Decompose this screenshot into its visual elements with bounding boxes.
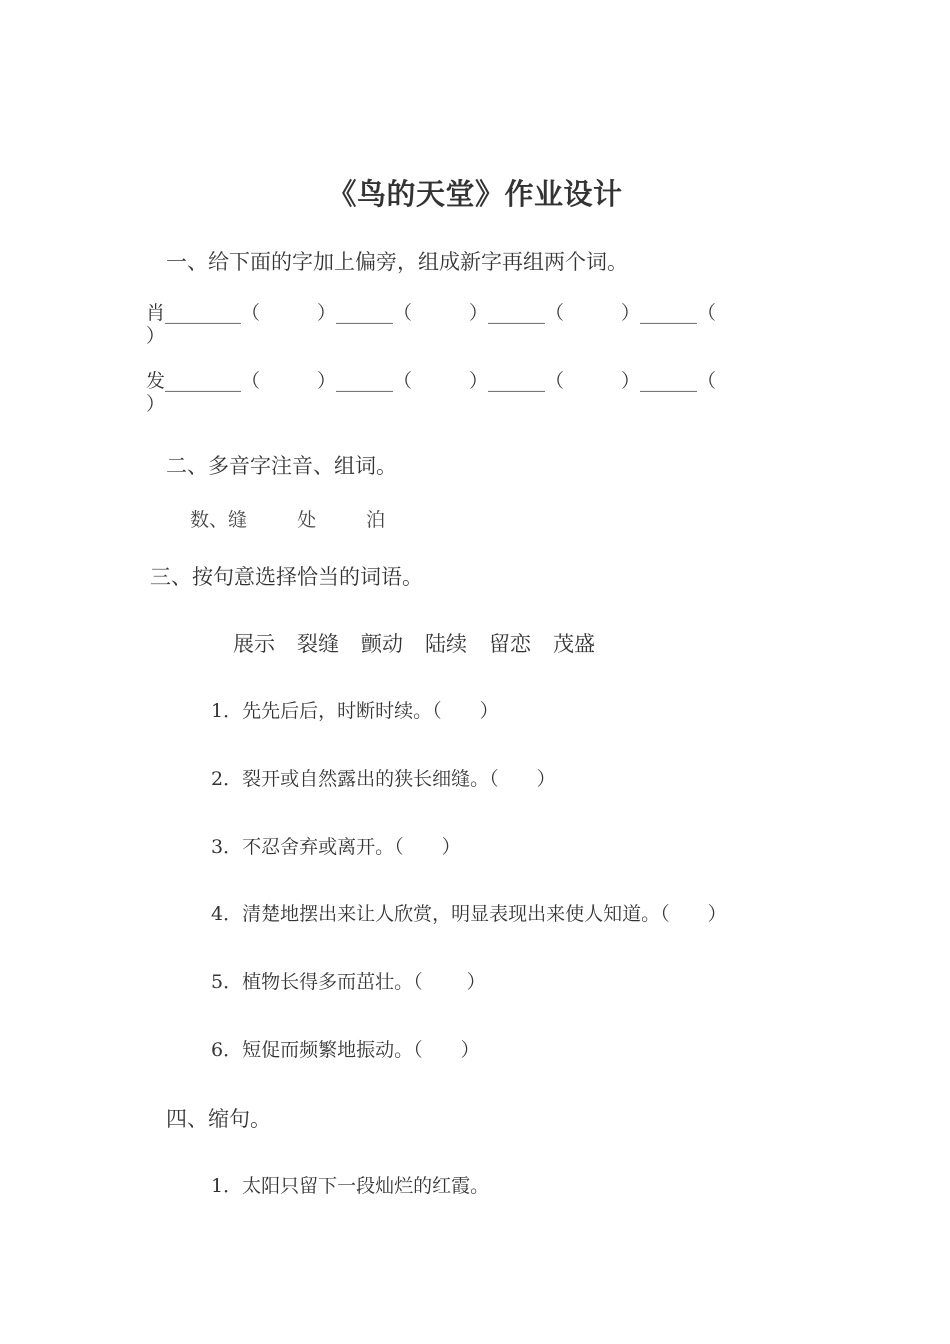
- question-item-6: 6．短促而频繁地振动。（ ）: [211, 1039, 480, 1061]
- word-bank-item: 裂缝: [297, 632, 339, 656]
- section-1-heading: 一、给下面的字加上偏旁，组成新字再组两个词。: [166, 250, 628, 274]
- fill-row-2: [146, 370, 716, 416]
- section-4-heading: 四、缩句。: [166, 1107, 271, 1131]
- question-item-2: 2．裂开或自然露出的狭长细缝。（ ）: [211, 768, 556, 790]
- question-item-5: 5．植物长得多而茁壮。（ ）: [211, 971, 486, 993]
- polyphonic-char-2: 处: [297, 509, 317, 531]
- fill-row-1-close: ）: [146, 325, 166, 347]
- question-item-4: 4．清楚地摆出来让人欣赏，明显表现出来使人知道。（ ）: [211, 903, 727, 925]
- polyphonic-chars: [190, 505, 385, 532]
- condense-item-1: 1．太阳只留下一段灿烂的红霞。: [211, 1175, 490, 1197]
- question-item-1: 1．先先后后，时断时续。（ ）: [211, 700, 499, 722]
- word-bank-item: 陆续: [425, 632, 467, 656]
- word-bank: [233, 628, 617, 658]
- fill-row-2-close: ）: [146, 393, 166, 415]
- section-3-heading: 三、按句意选择恰当的词语。: [150, 565, 423, 589]
- word-bank-item: 茂盛: [553, 632, 595, 656]
- section-2-heading: 二、多音字注音、组词。: [166, 454, 397, 478]
- polyphonic-char-3: 泊: [366, 509, 386, 531]
- fill-row-2-line: 发________（ ）______（ ）______（ ）______（: [146, 370, 717, 392]
- word-bank-item: 颤动: [361, 632, 403, 656]
- page-title: 《鸟的天堂》作业设计: [327, 177, 623, 211]
- question-item-3: 3．不忍舍弃或离开。（ ）: [211, 836, 461, 858]
- word-bank-item: 留恋: [489, 632, 531, 656]
- fill-row-1: [146, 302, 716, 348]
- polyphonic-char-1: 数、缝: [190, 509, 248, 531]
- fill-row-1-line: 肖________（ ）______（ ）______（ ）______（: [146, 302, 717, 324]
- word-bank-item: 展示: [233, 632, 275, 656]
